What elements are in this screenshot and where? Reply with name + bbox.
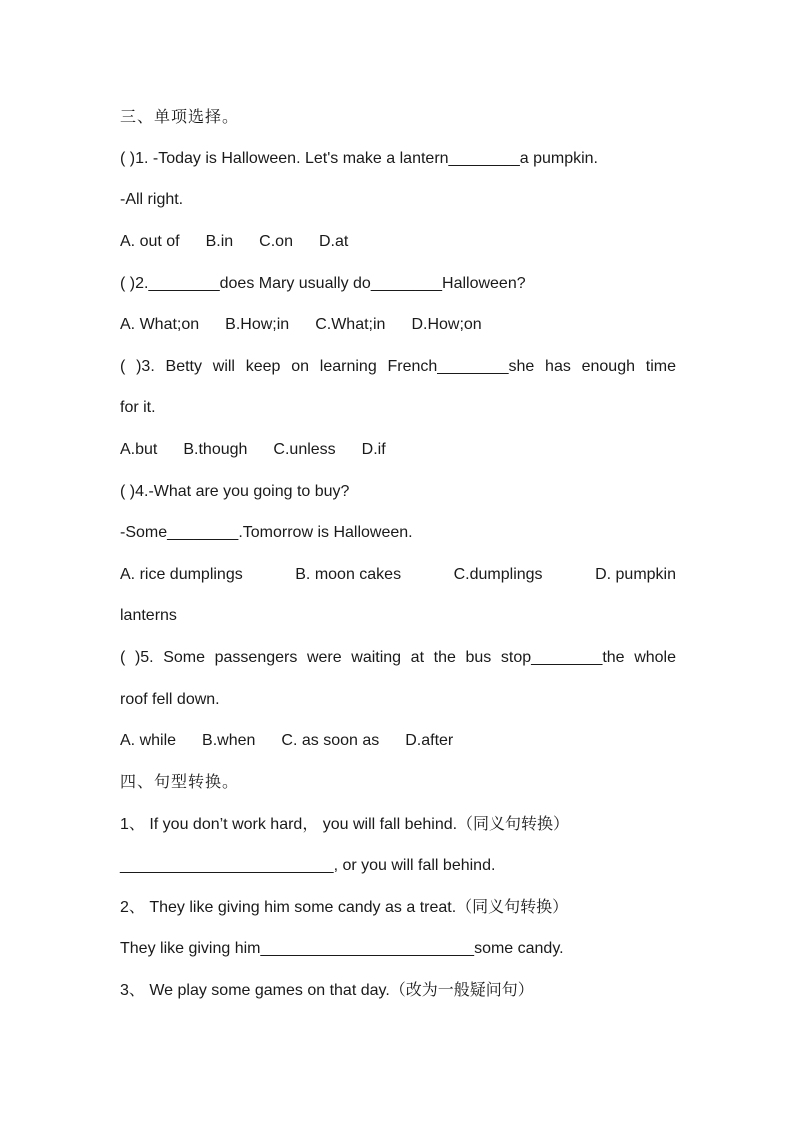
- question-2-stem: ( )2.________does Mary usually do________Halloween?: [120, 275, 526, 292]
- question-4-stem: ( )4.-What are you going to buy?: [120, 483, 350, 500]
- option-c: C.on: [259, 233, 293, 250]
- option-b: B.when: [202, 732, 256, 749]
- option-a: A. rice dumplings: [120, 566, 243, 583]
- transform-2-prompt: 2、 They like giving him some candy as a treat.（同义句转换）: [120, 899, 569, 916]
- option-b: B.in: [205, 233, 234, 250]
- question-1-options: [120, 232, 676, 252]
- option-d: D.at: [318, 233, 349, 250]
- option-c: C.What;in: [315, 316, 386, 333]
- option-d: D. pumpkin: [595, 566, 676, 583]
- question-3-stem-continued: for it.: [120, 399, 156, 416]
- question-5-options: [120, 731, 676, 751]
- question-5-stem: ( )5. Some passengers were waiting at the bus stop________the whole: [120, 649, 676, 666]
- option-d: D.How;on: [411, 316, 482, 333]
- question-1-stem: ( )1. -Today is Halloween. Let's make a lantern________a pumpkin.: [120, 150, 598, 167]
- question-4-options: [120, 565, 676, 585]
- option-d: D.if: [361, 441, 386, 458]
- transform-2-answer-line: They like giving him________________________some candy.: [120, 940, 564, 957]
- option-c: C.dumplings: [453, 566, 543, 583]
- question-3-options: [120, 440, 676, 460]
- section-3-heading: 三、单项选择。: [120, 109, 240, 126]
- transform-1-prompt: 1、 If you don’t work hard， you will fall behind.（同义句转换）: [120, 816, 570, 833]
- question-4-options-continued: lanterns: [120, 607, 177, 624]
- section-4-heading: 四、句型转换。: [120, 774, 240, 791]
- option-c: C. as soon as: [281, 732, 380, 749]
- option-b: B.How;in: [225, 316, 290, 333]
- transform-3-prompt: 3、 We play some games on that day.（改为一般疑问句）: [120, 982, 534, 999]
- question-2-options: [120, 315, 676, 335]
- option-d: D.after: [405, 732, 454, 749]
- option-b: B.though: [183, 441, 248, 458]
- option-a: A. out of: [120, 233, 180, 250]
- question-5-stem-continued: roof fell down.: [120, 691, 220, 708]
- option-a: A. while: [120, 732, 177, 749]
- option-a: A.but: [120, 441, 158, 458]
- question-4-reply: -Some________.Tomorrow is Halloween.: [120, 524, 413, 541]
- option-b: B. moon cakes: [295, 566, 402, 583]
- option-c: C.unless: [273, 441, 336, 458]
- option-a: A. What;on: [120, 316, 200, 333]
- question-1-reply: -All right.: [120, 191, 184, 208]
- question-3-stem: ( )3. Betty will keep on learning French________she has enough time: [120, 358, 676, 375]
- transform-1-answer-line: ________________________, or you will fall behind.: [120, 857, 496, 874]
